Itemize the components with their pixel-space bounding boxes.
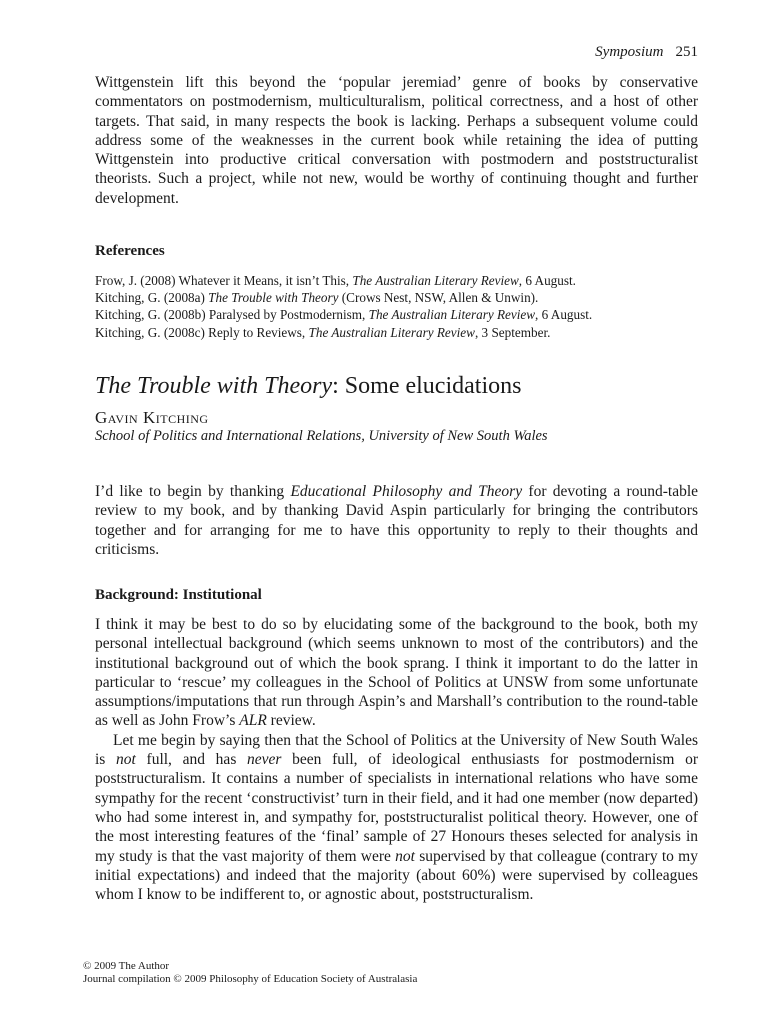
reference-item bbox=[95, 289, 698, 306]
section-body bbox=[95, 615, 698, 904]
section-paragraph-2 bbox=[95, 731, 698, 905]
reference-text: Frow, J. (2008) Whatever it Means, it isn’t This, bbox=[95, 273, 353, 288]
continuation-paragraph: Wittgenstein lift this beyond the ‘popular jeremiad’ genre of books by conservative commentators on postmodernism, multiculturalism, political correctness, and a host of other targets. That said, in many respects the book is lacking. Perhaps a subsequent volume could address some of the weaknesses in the current book while retaining the idea of putting Wittgenstein into productive critical conversation with postmodern and poststructuralist theorists. Such a project, while not new, would be worthy of continuing thought and further development. bbox=[95, 74, 698, 207]
body-text: Let me begin by saying then that the School of Politics at the University of New South Wales is bbox=[95, 731, 698, 769]
reference-source: The Australian Literary Review bbox=[308, 324, 475, 340]
reference-item bbox=[95, 324, 698, 341]
reference-text: , 6 August. bbox=[518, 273, 576, 288]
reference-source: The Australian Literary Review bbox=[352, 273, 519, 288]
page-number: 251 bbox=[675, 44, 698, 60]
reference-source: The Trouble with Theory bbox=[208, 290, 339, 306]
article-author: Gavin Kitching bbox=[95, 408, 209, 427]
copyright-footer bbox=[83, 960, 417, 986]
reference-text: (Crows Nest, NSW, Allen & Unwin). bbox=[338, 290, 539, 306]
body-text: full, and has bbox=[135, 751, 248, 769]
article-title bbox=[95, 373, 521, 400]
reference-text: Kitching, G. (2008a) bbox=[95, 290, 209, 306]
article-title-rest: : Some elucidations bbox=[332, 373, 522, 399]
article-affiliation: School of Politics and International Relations, University of New South Wales bbox=[95, 428, 548, 444]
reference-text: Kitching, G. (2008c) Reply to Reviews, bbox=[95, 324, 309, 340]
intro-block bbox=[95, 482, 698, 559]
continuation-block bbox=[95, 73, 698, 208]
section-heading: Background: Institutional bbox=[95, 587, 262, 603]
body-emphasis: not bbox=[395, 847, 415, 865]
reference-text: Kitching, G. (2008b) Paralysed by Postmodernism, bbox=[95, 307, 369, 323]
intro-paragraph bbox=[95, 482, 698, 559]
reference-text: , 3 September. bbox=[474, 324, 551, 340]
footer-line-author: © 2009 The Author bbox=[83, 960, 170, 972]
references-heading: References bbox=[95, 243, 165, 259]
journal-name: Educational Philosophy and Theory bbox=[290, 483, 523, 500]
references-list bbox=[95, 272, 698, 341]
intro-text: I’d like to begin by thanking bbox=[95, 483, 291, 500]
running-head bbox=[595, 44, 698, 61]
body-emphasis: ALR bbox=[239, 712, 267, 730]
reference-item bbox=[95, 306, 698, 323]
reference-text: , 6 August. bbox=[535, 307, 593, 323]
body-text: supervised by that colleague (contrary to my initial expectations) and indeed that the majority (about 60%) were supervised by colleagues whom I know to be indifferent to, or agnostic about, poststructuralism. bbox=[95, 847, 698, 904]
reference-item bbox=[95, 272, 698, 289]
body-text: I think it may be best to do so by elucidating some of the background to the book, both my personal intellectual background (which seems unknown to most of the contributors) and the institutional background out of which the book sprang. I think it important to do the latter in particular to ‘rescue’ my colleagues in the School of Politics at UNSW from some unfortunate assumptions/imputations that run through Aspin’s and Marshall’s contribution to the round-table as well as John Frow’s bbox=[95, 616, 698, 730]
body-text: been full, of ideological enthusiasts for postmodernism or poststructuralism. It contains a number of specialists in international relations who have some sympathy for the recent ‘constructivist’ turn in their field, and it had one member (now departed) who had some interest in, and sympathy for, poststructuralist political theory. However, one of the most interesting features of the ‘final’ sample of 27 Honours theses selected for analysis in my study is that the vast majority of them were bbox=[95, 751, 698, 865]
article-title-italic: The Trouble with Theory bbox=[95, 373, 333, 399]
footer-line-compilation: Journal compilation © 2009 Philosophy of Education Society of Australasia bbox=[83, 973, 418, 985]
intro-text: for devoting a round-table review to my book, and by thanking David Aspin particularly for bringing the contributors together and for arranging for me to have this opportunity to reply to their thoughts and criticisms. bbox=[95, 483, 699, 558]
body-text: review. bbox=[266, 712, 316, 730]
body-emphasis: never bbox=[247, 751, 282, 769]
body-emphasis: not bbox=[116, 751, 136, 769]
section-paragraph-1 bbox=[95, 615, 698, 731]
running-head-journal: Symposium bbox=[595, 44, 664, 60]
reference-source: The Australian Literary Review bbox=[368, 307, 536, 323]
